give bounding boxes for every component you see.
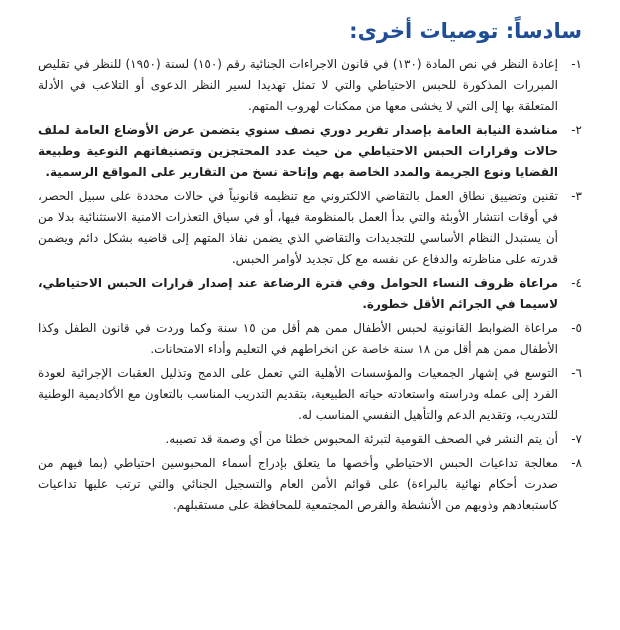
recommendations-list: [38, 54, 582, 516]
list-item: [38, 363, 582, 426]
item-text: التوسع في إشهار الجمعيات والمؤسسات الأهلية التي تعمل على الدمج وتذليل العقبات الإجرائية لعودة الفرد إلى عمله ودراسته واستعادته حياته الطبيعية، بتقديم التدريب المناسب بالتعاون مع الأكاديمية الوطنية للتدريب، وتقديم الدعم والتأهيل النفسي المناسب له.: [38, 366, 558, 423]
item-number: ٢-: [571, 123, 582, 138]
item-number: ٤-: [571, 276, 582, 291]
item-text: إعادة النظر في نص المادة (١٣٠) في قانون الاجراءات الجنائية رقم (١٥٠) لسنة (١٩٥٠) للنظر في تقليص المبررات المذكورة للحبس الاحتياطي والتي لا تمثل تهديدا لسير النظر الدعوى أو التلاعب في الأدلة المتعلقة بها إلى التي لا يخشى معها من ممكنات لهروب المتهم.: [38, 57, 558, 114]
list-item: [38, 186, 582, 270]
item-number: ٧-: [571, 432, 582, 447]
item-text: مراعاة الضوابط القانونية لحبس الأطفال ممن هم أقل من ١٥ سنة وكما وردت في قانون الطفل وكذا الأطفال ممن هم أقل من ١٨ سنة خاصة عن انخراطهم في التعليم وأداء الامتحانات.: [38, 321, 558, 357]
item-number: ٣-: [571, 189, 582, 204]
list-item: [38, 318, 582, 360]
list-item: [38, 120, 582, 183]
list-item: [38, 54, 582, 117]
list-item: [38, 453, 582, 516]
list-item: [38, 273, 582, 315]
item-text: أن يتم النشر في الصحف القومية لتبرئة المحبوس خطئا من أي وصمة قد تصيبه.: [165, 432, 558, 447]
item-text: مراعاة ظروف النساء الحوامل وفي فترة الرضاعة عند إصدار قرارات الحبس الاحتياطي، لاسيما في الجرائم الأقل خطورة.: [38, 276, 558, 312]
item-text: معالجة تداعيات الحبس الاحتياطي وأخصها ما يتعلق بإدراج أسماء المحبوسين احتياطي (بما فيهم من صدرت أحكام نهائية بالبراءة) على قوائم الأمن العام والتسجيل الجنائي والتي ترتب عليها تداعيات كاستبعادهم وذويهم من الأنشطة والفرص المجتمعية للمحافظة على مستقبلهم.: [38, 456, 558, 513]
item-number: ٨-: [571, 456, 582, 471]
item-text: مناشدة النيابة العامة بإصدار تقرير دوري نصف سنوي يتضمن عرض الأوضاع العامة لملف حالات وقرارات الحبس الاحتياطي من حيث عدد المحتجزين وتصنيفاتهم النوعية وطبيعة القضايا ونوع الجريمة والمدد الخاصة بهم وإتاحة نسخ من التقارير على المواقع الرسمية.: [38, 123, 558, 180]
section-heading: سادساً: توصيات أخرى:: [349, 19, 582, 43]
item-number: ٥-: [571, 321, 582, 336]
item-text: تقنين وتضييق نطاق العمل بالتقاضي الالكتروني مع تنظيمه قانونياً في حالات محددة على سبيل الحصر، في أوقات انتشار الأوبئة والتي بدأ العمل بالمنظومة فيها، أو في سياق التعذرات الامنية الاستثنائية بدلا من أن يستبدل النظام الأساسي للتجديدات والتقاضي الذي يضمن نفاذ المتهم إلى قاضيه بشكل دائم ويضمن قدرته على مناظرته والدفاع عن نفسه مع كل تجديد لأوامر الحبس.: [38, 189, 558, 267]
item-number: ١-: [571, 57, 582, 72]
list-item: [38, 429, 582, 450]
item-number: ٦-: [571, 366, 582, 381]
